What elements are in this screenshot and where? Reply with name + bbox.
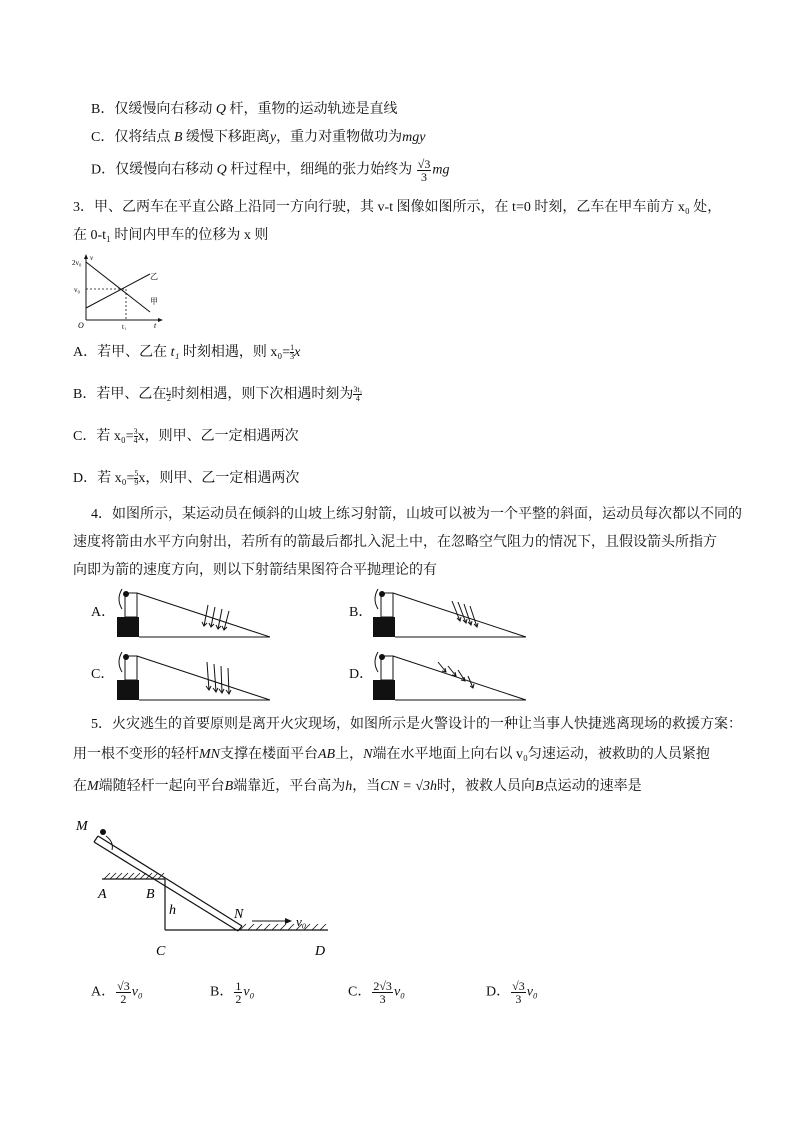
q4-figure-c (112, 648, 272, 704)
q5-rescue-diagram (70, 812, 340, 962)
q3-stem-line1: 3．甲、乙两车在平直公路上沿同一方向行驶，其 v-t 图像如图所示，在 t=0 时刻，乙车在甲车前方 x₀ 处， (73, 200, 722, 215)
q5-stem-line2: 用一根不变形的轻杆MN支撑在楼面平台AB上，N端在水平地面上向右以 v₀匀速运动，被救助的人员紧抱 (73, 747, 710, 762)
q4-stem-line1: 4．如图所示，某运动员在倾斜的山坡上练习射箭，山坡可以被为一个平整的斜面，运动员每次都以不同的 (91, 507, 742, 522)
line-jia (86, 262, 150, 312)
q5-option-b: B． $\frac{1}{2}$ v₀ (210, 979, 255, 1006)
q4-stem-line3: 向即为箭的速度方向，则以下射箭结果图符合平抛理论的有 (73, 563, 437, 578)
svg-text:t₁: t₁ (122, 323, 127, 330)
svg-text:C: C (156, 944, 166, 959)
svg-text:N: N (234, 907, 244, 922)
svg-text:O: O (78, 321, 84, 330)
q4-option-b-label: B． (349, 605, 373, 620)
fraction: $\frac{√3}{3}$ (417, 157, 431, 184)
q4-stem-line2: 速度将箭由水平方向射出，若所有的箭最后都扎入泥土中，在忽略空气阻力的情况下，且假设箭头所指方 (73, 535, 717, 550)
vt-graph (70, 252, 170, 330)
q3-option-c: C．若 x₀= $\frac{3}{4}$ x，则甲、乙一定相遇两次 (73, 427, 299, 446)
q2-option-b: B．仅缓慢向右移动 Q 杆，重物的运动轨迹是直线 (91, 102, 398, 117)
svg-text:M: M (76, 819, 88, 834)
q4-figure-b (370, 585, 530, 641)
svg-text:t: t (154, 321, 157, 330)
svg-text:D: D (315, 944, 326, 959)
q4-option-c-label: C． (91, 667, 115, 682)
q3-option-b: B．若甲、乙在 $\frac{\text{t₁}}{2}$ 时刻相遇，则下次相遇时刻为 $\frac{\text{3t₁}}{4}$ (73, 385, 363, 404)
q4-option-a-label: A． (91, 605, 116, 620)
q5-option-c: C． $\frac{2√3}{3}$ v₀ (348, 979, 406, 1006)
svg-text:v₀: v₀ (74, 286, 80, 294)
q5-stem-line3: 在M端随轻杆一起向平台B端靠近，平台高为h，当CN = √3h时，被救人员向B点运动的速率是 (73, 779, 642, 794)
line-yi (86, 274, 150, 308)
q4-figure-d (370, 648, 530, 704)
svg-text:B: B (146, 887, 155, 902)
q2-option-d: D．仅缓慢向右移动 Q 杆过程中，细绳的张力始终为 $\frac{√3}{3}$ mg (91, 157, 450, 184)
svg-text:h: h (169, 903, 176, 918)
svg-text:乙: 乙 (150, 272, 158, 281)
q5-option-d: D． $\frac{√3}{3}$ v₀ (486, 979, 538, 1006)
q4-option-d-label: D． (349, 667, 374, 682)
q5-option-a: A． $\frac{√3}{2}$ v₀ (91, 979, 143, 1006)
q5-stem-line1: 5．火灾逃生的首要原则是离开火灾现场，如图所示是火警设计的一种让当事人快捷逃离现场的救援方案： (91, 717, 742, 732)
svg-text:v₀: v₀ (296, 914, 307, 929)
q2-option-c: C．仅将结点 B 缓慢下移距离y，重力对重物做功为mgy (91, 130, 426, 145)
svg-text:2v₀: 2v₀ (72, 259, 82, 267)
svg-text:A: A (98, 887, 107, 902)
q3-stem-line2: 在 0-t₁ 时间内甲车的位移为 x 则 (73, 228, 269, 243)
q3-option-a: A．若甲、乙在 t₁ 时刻相遇，则 x₀= $\frac{1}{3}$ x (73, 343, 301, 362)
q3-option-d: D．若 x₀= $\frac{5}{9}$ x，则甲、乙一定相遇两次 (73, 469, 300, 488)
svg-text:甲: 甲 (150, 297, 158, 306)
svg-text:v: v (90, 254, 94, 262)
q4-figure-a (112, 585, 272, 641)
